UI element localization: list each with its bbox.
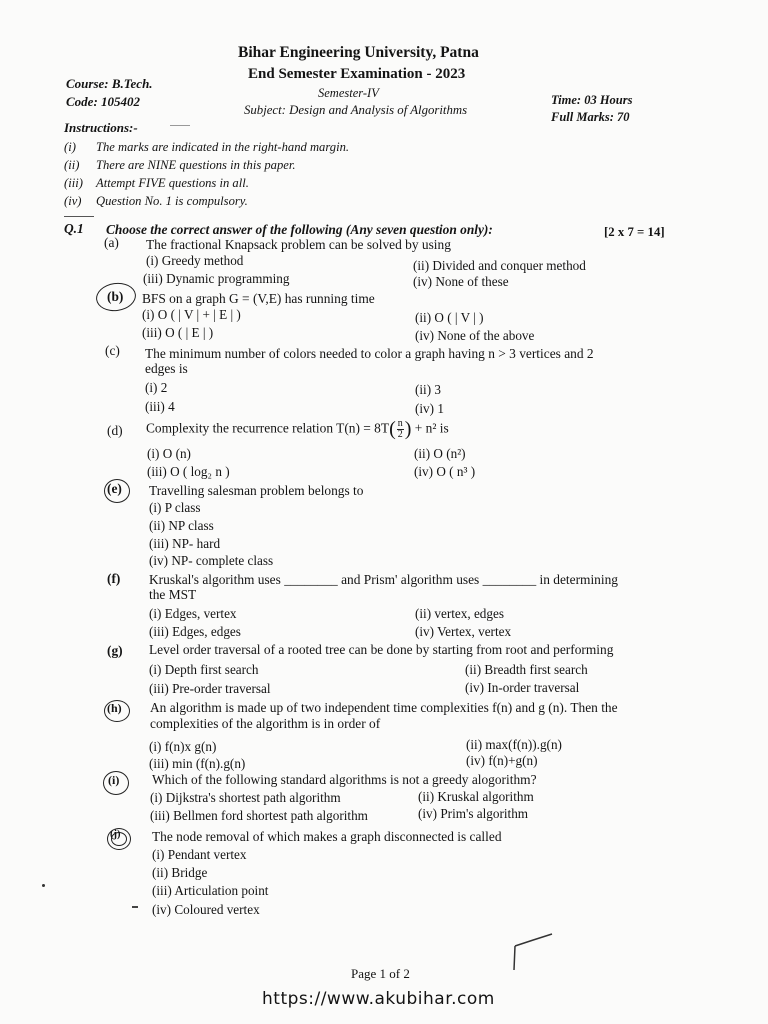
- instruction-num: (iv): [64, 194, 82, 208]
- option: (iii) O ( | E | ): [142, 325, 214, 340]
- part-question-cont: the MST: [149, 587, 197, 602]
- subject: Subject: Design and Analysis of Algorithms: [244, 103, 468, 117]
- option: (iii) O ( log₂ n ): [147, 464, 230, 479]
- part-question: Level order traversal of a rooted tree can be done by starting from root and performing: [149, 642, 614, 657]
- part-label: (d): [107, 423, 123, 438]
- part-label: (b): [107, 289, 124, 304]
- option: (i) Pendant vertex: [152, 847, 247, 862]
- option: (ii) Divided and conquer method: [413, 258, 586, 273]
- option: (iii) min (f(n).g(n): [149, 756, 246, 771]
- option: (ii) Kruskal algorithm: [418, 789, 534, 804]
- fraction-n-over-2: [397, 419, 404, 440]
- part-question: Kruskal's algorithm uses ________ and Prism' algorithm uses ________ in determining: [149, 572, 618, 587]
- part-question: The node removal of which makes a graph disconnected is called: [152, 829, 502, 844]
- option: (ii) Bridge: [152, 865, 208, 880]
- semester: Semester-IV: [318, 86, 379, 100]
- part-label: (e): [107, 481, 122, 496]
- course-code: Code: 105402: [66, 94, 141, 109]
- scratch-mark: [64, 216, 94, 217]
- option: (i) Dijkstra's shortest path algorithm: [150, 790, 341, 805]
- option: (ii) max(f(n)).g(n): [466, 737, 562, 752]
- option: (iii) Dynamic programming: [143, 271, 290, 286]
- part-question: [146, 418, 449, 441]
- part-label: (j): [110, 829, 121, 840]
- part-label: (i): [108, 773, 120, 787]
- option: (i) Edges, vertex: [149, 606, 237, 621]
- fraction-numerator: n: [397, 418, 403, 429]
- option: (iii) Bellmen ford shortest path algorithm: [150, 808, 368, 823]
- part-question: An algorithm is made up of two independent time complexities f(n) and g (n). Then the: [150, 700, 618, 715]
- university-name: Bihar Engineering University, Patna: [238, 44, 479, 61]
- page-number: Page 1 of 2: [351, 966, 410, 981]
- option: (i) Greedy method: [146, 253, 244, 268]
- part-label: (c): [105, 343, 120, 358]
- scratch-mark: [170, 125, 190, 126]
- option: (ii) 3: [415, 382, 442, 397]
- option: (i) f(n)x g(n): [149, 739, 217, 754]
- ink-dash: [132, 906, 138, 908]
- option: (iv) f(n)+g(n): [466, 753, 538, 768]
- part-question: The minimum number of colors needed to color a graph having n > 3 vertices and 2: [145, 346, 594, 361]
- part-question-cont: complexities of the algorithm is in order of: [150, 716, 381, 731]
- option: (iii) Edges, edges: [149, 624, 241, 639]
- option: (iv) NP- complete class: [149, 553, 274, 568]
- option: (ii) NP class: [149, 518, 214, 533]
- option: (iv) None of these: [413, 274, 509, 289]
- exam-title: End Semester Examination - 2023: [248, 66, 466, 82]
- option: (iii) Articulation point: [152, 883, 269, 898]
- part-question: Travelling salesman problem belongs to: [149, 483, 364, 498]
- option: (i) P class: [149, 500, 201, 515]
- exam-time: Time: 03 Hours: [551, 93, 633, 107]
- option: (iv) O ( n³ ): [414, 464, 476, 479]
- ink-dot: [42, 884, 45, 887]
- option: (ii) O ( | V | ): [415, 310, 484, 325]
- part-label: (f): [107, 571, 121, 586]
- recurrence-lhs: T(n) = 8T: [336, 420, 390, 436]
- instruction-num: (iii): [64, 176, 83, 190]
- part-question: Which of the following standard algorithms is not a greedy alogorithm?: [152, 772, 537, 787]
- part-question-cont: edges is: [145, 361, 188, 376]
- option: (iii) NP- hard: [149, 536, 221, 551]
- option: (i) O ( | V | + | E | ): [142, 307, 241, 322]
- option: (iii) 4: [145, 399, 175, 414]
- instruction-num: (ii): [64, 158, 80, 172]
- full-marks: Full Marks: 70: [551, 110, 630, 124]
- option: (iv) Vertex, vertex: [415, 624, 512, 639]
- question-instruction: Choose the correct answer of the following (Any seven question only):: [106, 222, 493, 237]
- part-question: BFS on a graph G = (V,E) has running time: [142, 291, 375, 306]
- instruction-num: (i): [64, 140, 76, 154]
- part-label: (h): [107, 701, 122, 715]
- option: (iii) Pre-order traversal: [149, 681, 271, 696]
- instruction-text: Attempt FIVE questions in all.: [96, 176, 249, 190]
- instruction-text: The marks are indicated in the right-hand margin.: [96, 140, 350, 154]
- recurrence-text: Complexity the recurrence relation: [146, 420, 334, 436]
- option: (i) O (n): [147, 446, 191, 461]
- paren-open: (: [389, 418, 396, 440]
- option: (iv) Coloured vertex: [152, 902, 260, 917]
- question-number: Q.1: [64, 221, 84, 236]
- option: (i) 2: [145, 380, 168, 395]
- option: (i) Depth first search: [149, 662, 259, 677]
- instructions-title: Instructions:-: [64, 120, 138, 135]
- part-label: (a): [104, 235, 119, 250]
- option: (iv) 1: [415, 401, 444, 416]
- course: Course: B.Tech.: [66, 76, 153, 91]
- option: (iv) In-order traversal: [465, 680, 580, 695]
- option: (iv) None of the above: [415, 328, 535, 343]
- fraction-denominator: 2: [397, 429, 403, 440]
- paren-close: ): [404, 418, 412, 440]
- part-question: The fractional Knapsack problem can be solved by using: [146, 237, 451, 252]
- handwritten-mark: [508, 928, 558, 972]
- instruction-text: There are NINE questions in this paper.: [96, 158, 296, 172]
- option: (iv) Prim's algorithm: [418, 806, 529, 821]
- option: (ii) O (n²): [414, 446, 466, 461]
- instruction-text: Question No. 1 is compulsory.: [96, 194, 248, 208]
- part-label: (g): [107, 643, 123, 658]
- recurrence-rhs: + n² is: [414, 420, 449, 436]
- option: (ii) vertex, edges: [415, 606, 504, 621]
- option: (ii) Breadth first search: [465, 662, 588, 677]
- question-marks: [2 x 7 = 14]: [604, 225, 665, 239]
- source-url[interactable]: https://www.akubihar.com: [262, 989, 495, 1009]
